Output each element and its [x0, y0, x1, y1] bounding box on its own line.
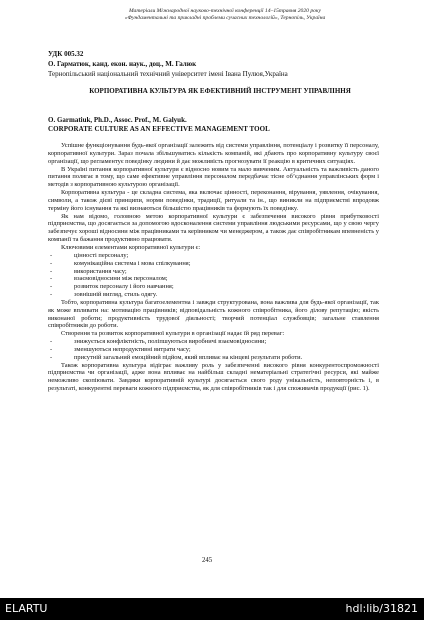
- affiliation-ukrainian: Тернопільський національний технічний університет імені Івана Пулюя,Україна: [48, 70, 288, 78]
- paragraph: В Україні питання корпоративної культури є відносно новим та мало вивченим. Актуальність та важливість даного питання полягає в тому, що саме ефективне управління персоналом передбачає тісне об’єднання управлінських форм і методів з корпоративною культурою організації.: [48, 165, 379, 189]
- list-item: - зовнішній вигляд, стиль одягу.: [48, 291, 379, 299]
- handle-id: hdl:lib/31821: [345, 602, 418, 615]
- authors-english: O. Garmatiuk, Ph.D., Assoc. Prof., M. Galyuk.: [48, 116, 187, 124]
- list-item: - використання часу;: [48, 268, 379, 276]
- paragraph: Ключовими елементами корпоративної культури є:: [61, 243, 201, 251]
- advantages-list: [48, 338, 379, 362]
- authors-ukrainian: О. Гарматюк, канд. екон. наук., доц., М. Галюк: [48, 60, 197, 68]
- paragraph: Як нам відомо, головною метою корпоративної культури є забезпечення високого рівня прибутковості підприємства, що досягається за допомогою вдосконалення системи управління людськими ресурсами, що у свою чергу забезпечує хороші відносини між працівниками та керівником чи менеджером, а також дає співробітникам впевненість у компанії та бажання продуктивно працювати.: [48, 212, 379, 244]
- paragraph: Тобто, корпоративна культура багатоелементна і завжди структурована, вона важлива для будь-якої організації, так як може впливати на: мотивацію працівників; відповідальність кожного співробітника, його ділову репутацію; якість виконаної роботи; продуктивність трудової діяльності; творчий потенціал службовців; загальне ставлення співробітників до роботи.: [48, 298, 379, 330]
- udk-code: УДК 005.32: [48, 50, 84, 58]
- key-elements-list: [48, 252, 379, 299]
- paragraph: Корпоративна культура - це складна система, яка включає цінності, переконання, вірування, уявлення, очікування, символи, а також дієві принципи, норми поведінки, традиції, ритуали та ін., що виникли на підприємстві впродовж терміну його існування та які визнаються більшістю працівників та формують їх поведінку.: [48, 189, 379, 212]
- list-item: - знижується конфліктність, поліпшуються виробничі взаємовідносини;: [48, 338, 379, 346]
- repository-name: ELARTU: [5, 602, 48, 615]
- list-item: - розвиток персоналу і його навчання;: [48, 283, 379, 291]
- article-body: [48, 142, 379, 393]
- paragraph: Також корпоративна культура відіграє важливу роль у забезпеченні високого рівня конкурентоспроможності підприємства чи організації, адже вона впливає на найбільш складні нематеріальні стратегічні ресурси, які майже неможливо скопіювати. Завдяки корпоративній культурі досягається свого роду унікальність, неповторність і, в результаті, конкурентні переваги кожного підприємства, як для співробітників так і для споживачів продукції (рис. 1).: [48, 361, 379, 393]
- running-header: [60, 8, 390, 21]
- list-item: - присутній загальний емоційний підйом, який впливає на кінцеві результати роботи.: [48, 354, 379, 362]
- repository-footer-bar: [0, 598, 424, 620]
- list-item: - комунікаційна система і мова спілкування;: [48, 260, 379, 268]
- title-ukrainian: КОРПОРАТИВНА КУЛЬТУРА ЯК ЕФЕКТИВНИЙ ІНСТРУМЕНТ УПРАВЛІННЯ: [89, 87, 351, 95]
- page-number: 245: [202, 557, 213, 564]
- list-item: - цінності персоналу;: [48, 252, 379, 260]
- paragraph: Успішне функціонування будь-якої організації залежить від системи управління, потенціалу і розвитку її персоналу, корпоративної культури. Зараз почала збільшуватись кількість компаній, які дбають про корпоративну культуру своєї організації, що регламентує поведінку людини й дає можливість прогнозувати її реакцію в критичних ситуаціях.: [48, 142, 379, 165]
- list-item: - взаємовідносини між персоналом;: [48, 275, 379, 283]
- list-item: - зменшуються непродуктивні витрати часу;: [48, 346, 379, 354]
- paragraph: Створення та розвиток корпоративної культури в організації надає їй ряд переваг:: [61, 330, 285, 338]
- header-line-2: «Фундаментальні та прикладні проблеми сучасних технологій», Тернопіль, Україна: [124, 14, 326, 21]
- title-english: CORPORATE CULTURE AS AN EFFECTIVE MANAGEMENT TOOL: [48, 125, 270, 133]
- header-line-1: Матеріали Міжнародної науково-технічної конференції 14–15травня 2020 року: [128, 8, 322, 14]
